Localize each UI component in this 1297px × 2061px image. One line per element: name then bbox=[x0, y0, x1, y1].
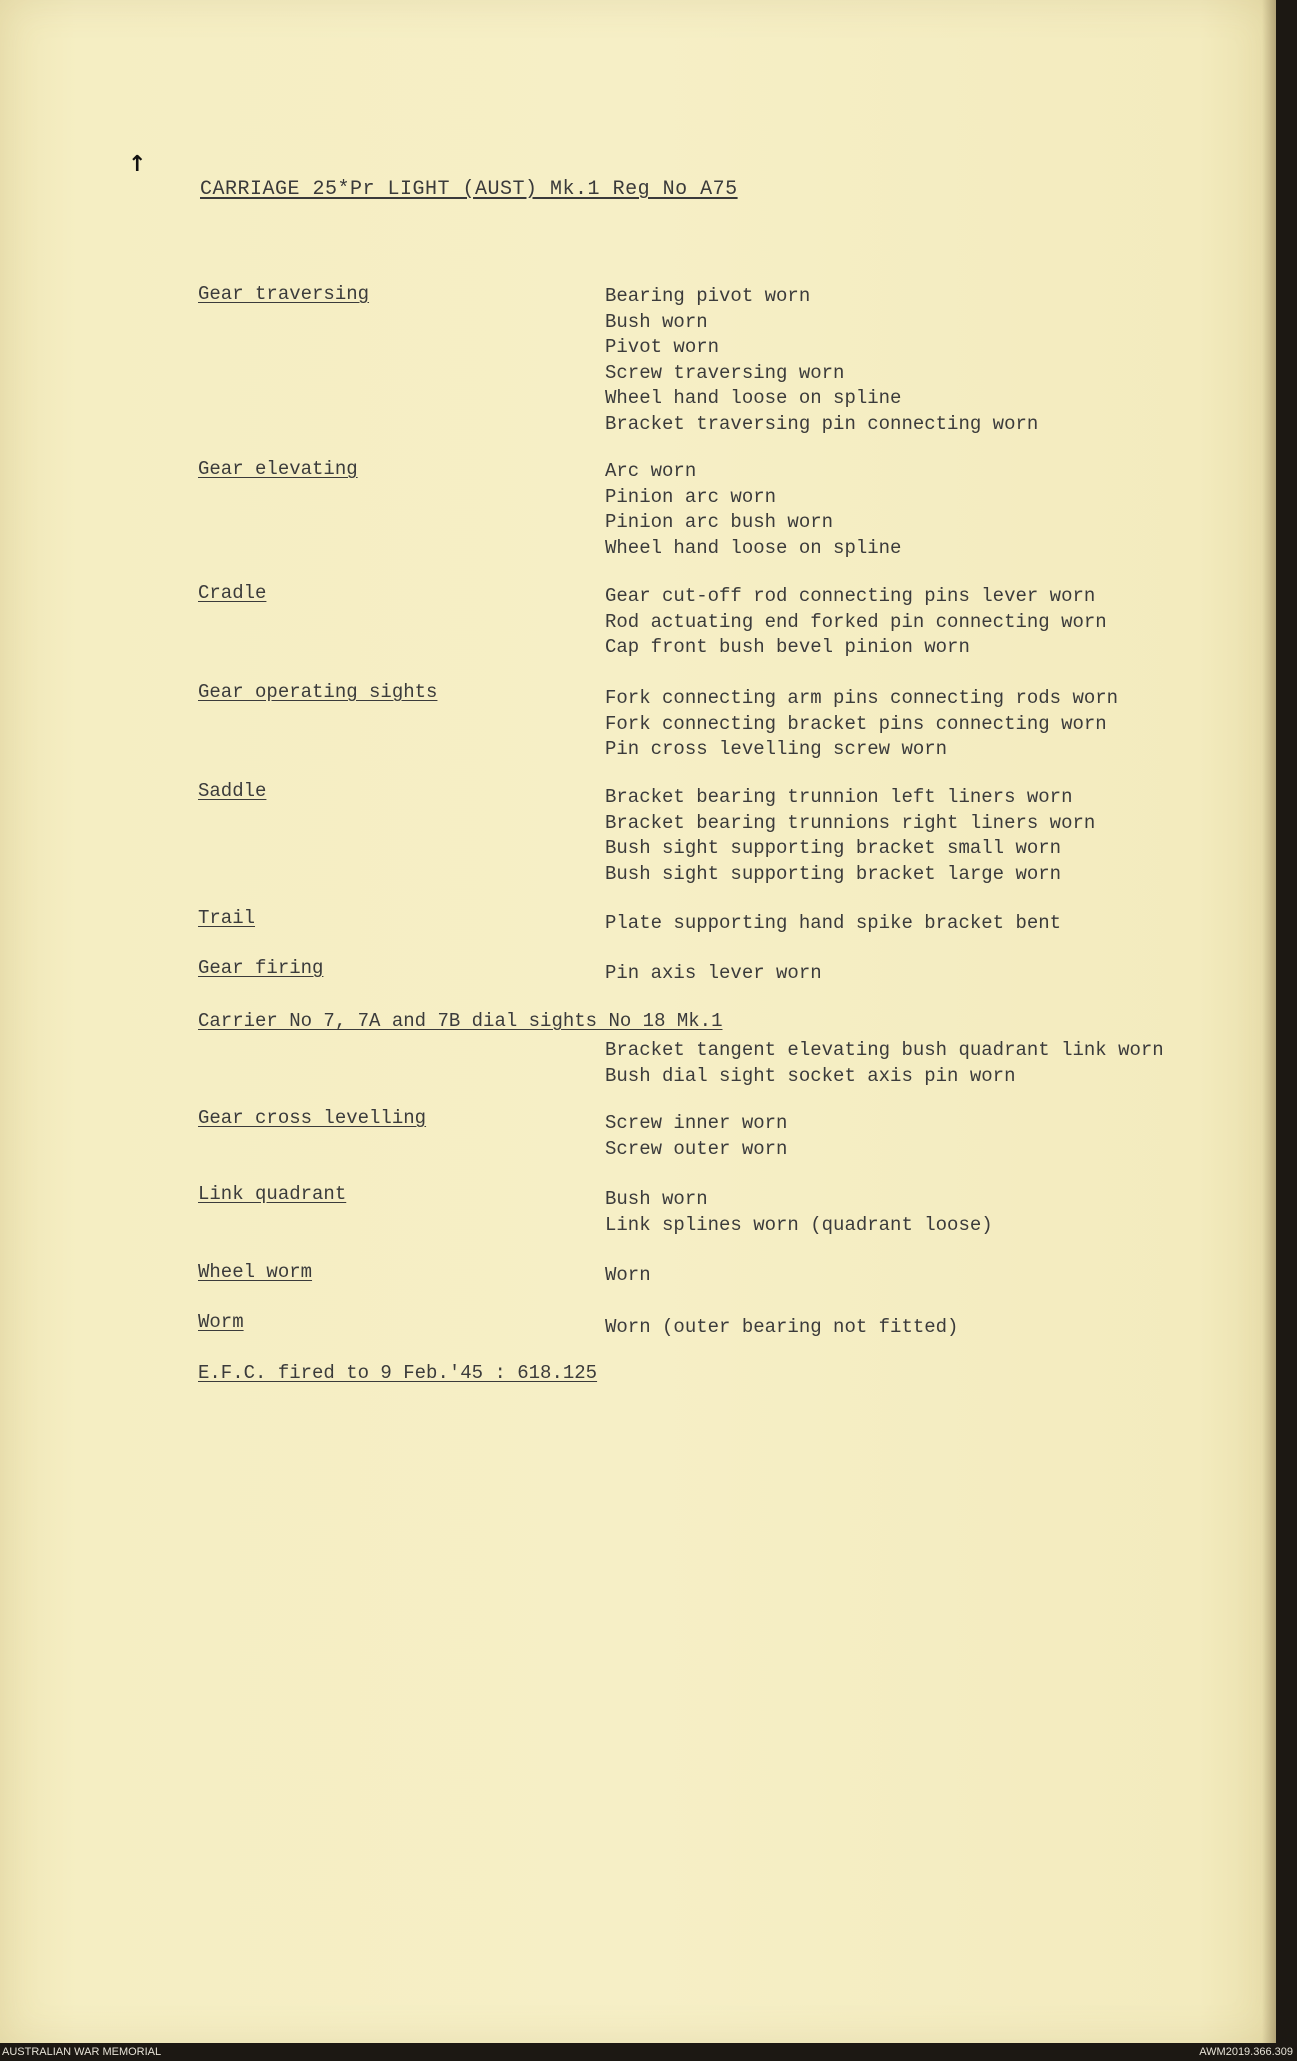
section-items-gear-elevating bbox=[605, 459, 901, 561]
list-item: Bush worn bbox=[605, 310, 708, 333]
list-item: Wheel hand loose on spline bbox=[605, 387, 902, 409]
list-item: Rod actuating end forked pin connecting worn bbox=[605, 610, 1107, 633]
efc-footer-line: E.F.C. fired to 9 Feb.'45 : 618.125 bbox=[198, 1362, 598, 1384]
list-item: Worn bbox=[605, 1264, 651, 1286]
section-label-saddle: Saddle bbox=[198, 780, 267, 802]
section-label-worm: Worm bbox=[198, 1311, 244, 1333]
list-item: Plate supporting hand spike bracket bent bbox=[605, 912, 1062, 934]
page-edge-shadow bbox=[1262, 0, 1276, 2043]
tick-mark: ↑ bbox=[128, 152, 147, 177]
list-item: Gear cut-off rod connecting pins lever worn bbox=[605, 585, 1096, 607]
list-item: Screw inner worn bbox=[605, 1112, 788, 1134]
section-items-gear-operating-sights bbox=[605, 686, 1118, 763]
section-label-cradle: Cradle bbox=[198, 582, 267, 604]
list-item: Arc worn bbox=[605, 460, 697, 482]
section-items-trail bbox=[605, 911, 1061, 937]
list-item: Fork connecting arm pins connecting rods worn bbox=[605, 687, 1119, 709]
list-item: Worn (outer bearing not fitted) bbox=[605, 1316, 959, 1338]
section-label-gear-cross-levelling: Gear cross levelling bbox=[198, 1107, 427, 1129]
section-label-gear-traversing: Gear traversing bbox=[198, 283, 370, 305]
section-label-gear-elevating: Gear elevating bbox=[198, 458, 358, 480]
list-item: Fork connecting bracket pins connecting worn bbox=[605, 712, 1107, 735]
document-title: CARRIAGE 25*Pr LIGHT (AUST) Mk.1 Reg No A75 bbox=[200, 178, 738, 201]
section-label-trail: Trail bbox=[198, 907, 256, 929]
section-label-gear-firing: Gear firing bbox=[198, 957, 324, 979]
list-item: Screw traversing worn bbox=[605, 361, 845, 384]
list-item: Bracket bearing trunnions right liners worn bbox=[605, 811, 1096, 834]
section-items-gear-firing bbox=[605, 961, 822, 987]
list-item: Bracket tangent elevating bush quadrant link worn bbox=[605, 1039, 1164, 1061]
list-item: Link splines worn (quadrant loose) bbox=[605, 1213, 993, 1236]
section-items-cradle bbox=[605, 584, 1107, 661]
list-item: Pivot worn bbox=[605, 336, 720, 358]
list-item: Bush sight supporting bracket large worn bbox=[605, 862, 1062, 885]
section-items-gear-traversing bbox=[605, 284, 1038, 437]
list-item: Pinion arc worn bbox=[605, 485, 777, 508]
archive-credit: AUSTRALIAN WAR MEMORIAL bbox=[2, 2046, 162, 2058]
list-item: Screw outer worn bbox=[605, 1137, 788, 1160]
section-items-carrier-dial-sights bbox=[605, 1038, 1164, 1089]
list-item: Pinion arc bush worn bbox=[605, 511, 834, 533]
section-label-wheel-worm: Wheel worm bbox=[198, 1261, 313, 1283]
list-item: Pin axis lever worn bbox=[605, 962, 822, 984]
list-item: Bush worn bbox=[605, 1188, 708, 1210]
list-item: Cap front bush bevel pinion worn bbox=[605, 636, 970, 658]
archive-reference: AWM2019.366.309 bbox=[1199, 2046, 1293, 2058]
list-item: Bracket bearing trunnion left liners worn bbox=[605, 786, 1073, 808]
list-item: Bearing pivot worn bbox=[605, 285, 811, 307]
section-items-wheel-worm bbox=[605, 1263, 651, 1289]
list-item: Bush dial sight socket axis pin worn bbox=[605, 1064, 1016, 1087]
list-item: Bracket traversing pin connecting worn bbox=[605, 412, 1039, 435]
section-items-saddle bbox=[605, 785, 1095, 887]
section-items-link-quadrant bbox=[605, 1187, 993, 1238]
list-item: Wheel hand loose on spline bbox=[605, 536, 902, 559]
list-item: Bush sight supporting bracket small worn bbox=[605, 837, 1062, 859]
section-label-gear-operating-sights: Gear operating sights bbox=[198, 681, 438, 703]
section-label-link-quadrant: Link quadrant bbox=[198, 1183, 347, 1205]
section-items-gear-cross-levelling bbox=[605, 1111, 787, 1162]
list-item: Pin cross levelling screw worn bbox=[605, 738, 948, 760]
section-label-carrier-dial-sights: Carrier No 7, 7A and 7B dial sights No 18 Mk.1 bbox=[198, 1010, 723, 1032]
section-items-worm bbox=[605, 1315, 958, 1341]
